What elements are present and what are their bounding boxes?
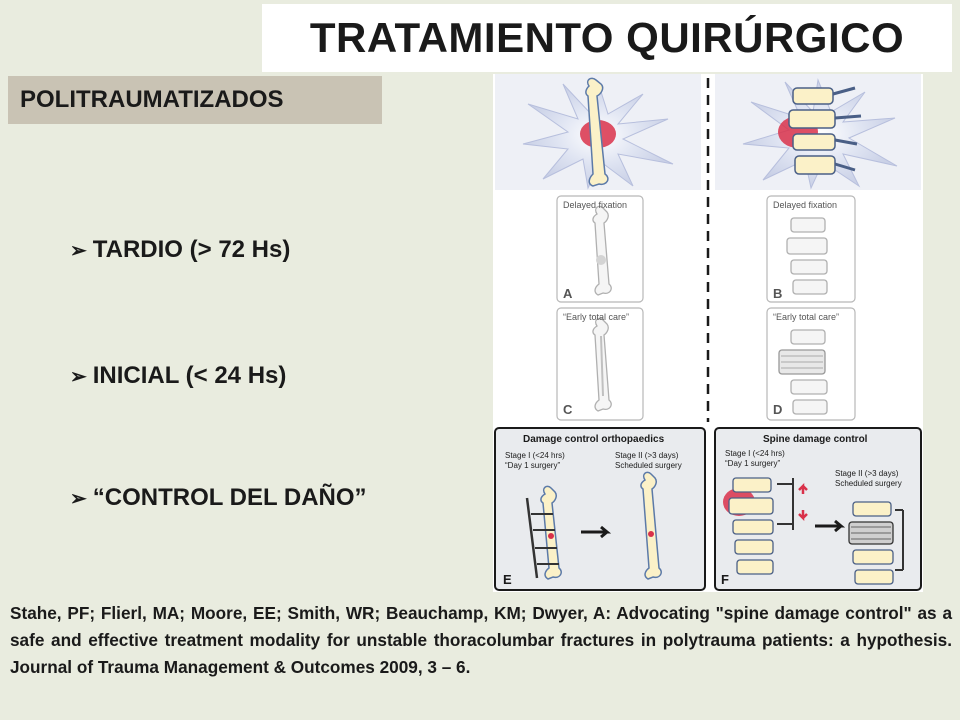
citation-text: Stahe, PF; Flierl, MA; Moore, EE; Smith, WR; Beauchamp, KM; Dwyer, A: Advocating "spine damage control" as a safe and effective treatment modality for unstable thoracolumbar fractures in polytrauma patients: a hypothesis. Journal of Trauma Management & Outcomes 2009, 3 – 6. — [10, 603, 952, 677]
bullet-tardio — [70, 236, 290, 264]
slide-subtitle: POLITRAUMATIZADOS — [20, 86, 284, 113]
panel-f-heading: Spine damage control — [763, 434, 868, 445]
injury-femur-illustration — [495, 74, 701, 190]
panel-f-stage2-line1: Stage II (>3 days) — [835, 469, 899, 478]
bullet-text: TARDIO (> 72 Hs) — [92, 236, 291, 263]
panel-f-stage1-line1: Stage I (<24 hrs) — [725, 449, 785, 458]
panel-f-stage1-line2: “Day 1 surgery” — [725, 459, 781, 468]
panel-d-letter: D — [773, 402, 783, 417]
subtitle-box — [8, 76, 382, 124]
panel-a-letter: A — [563, 286, 573, 301]
panel-e-letter: E — [503, 572, 512, 587]
bullet-text: INICIAL (< 24 Hs) — [92, 362, 287, 389]
panel-b-label: Delayed fixation — [773, 200, 838, 210]
injury-spine-illustration — [715, 74, 921, 190]
panel-a-label: Delayed fixation — [563, 200, 628, 210]
bullet-inicial — [70, 362, 286, 390]
panel-e-stage1-line2: “Day 1 surgery” — [505, 461, 561, 470]
slide-title: TRATAMIENTO QUIRÚRGICO — [309, 14, 905, 61]
arrow-bullet-icon: ➢ — [70, 487, 87, 510]
treatment-figure — [493, 74, 923, 592]
panel-f-letter: F — [721, 572, 729, 587]
panel-c-label: “Early total care” — [563, 312, 630, 322]
panel-e-stage1-line1: Stage I (<24 hrs) — [505, 451, 565, 460]
panel-d-label: “Early total care” — [773, 312, 840, 322]
panel-e-stage2-line1: Stage II (>3 days) — [615, 451, 679, 460]
bullet-control-dano — [70, 484, 367, 512]
panel-c-letter: C — [563, 402, 573, 417]
panel-f-stage2-line2: Scheduled surgery — [835, 479, 902, 488]
arrow-bullet-icon: ➢ — [70, 365, 87, 388]
arrow-bullet-icon: ➢ — [70, 239, 87, 262]
title-box — [262, 4, 952, 72]
panel-e-heading: Damage control orthopaedics — [523, 434, 665, 445]
panel-e-stage2-line2: Scheduled surgery — [615, 461, 682, 470]
panel-b-letter: B — [773, 286, 783, 301]
bullet-text: “CONTROL DEL DAÑO” — [92, 484, 367, 511]
